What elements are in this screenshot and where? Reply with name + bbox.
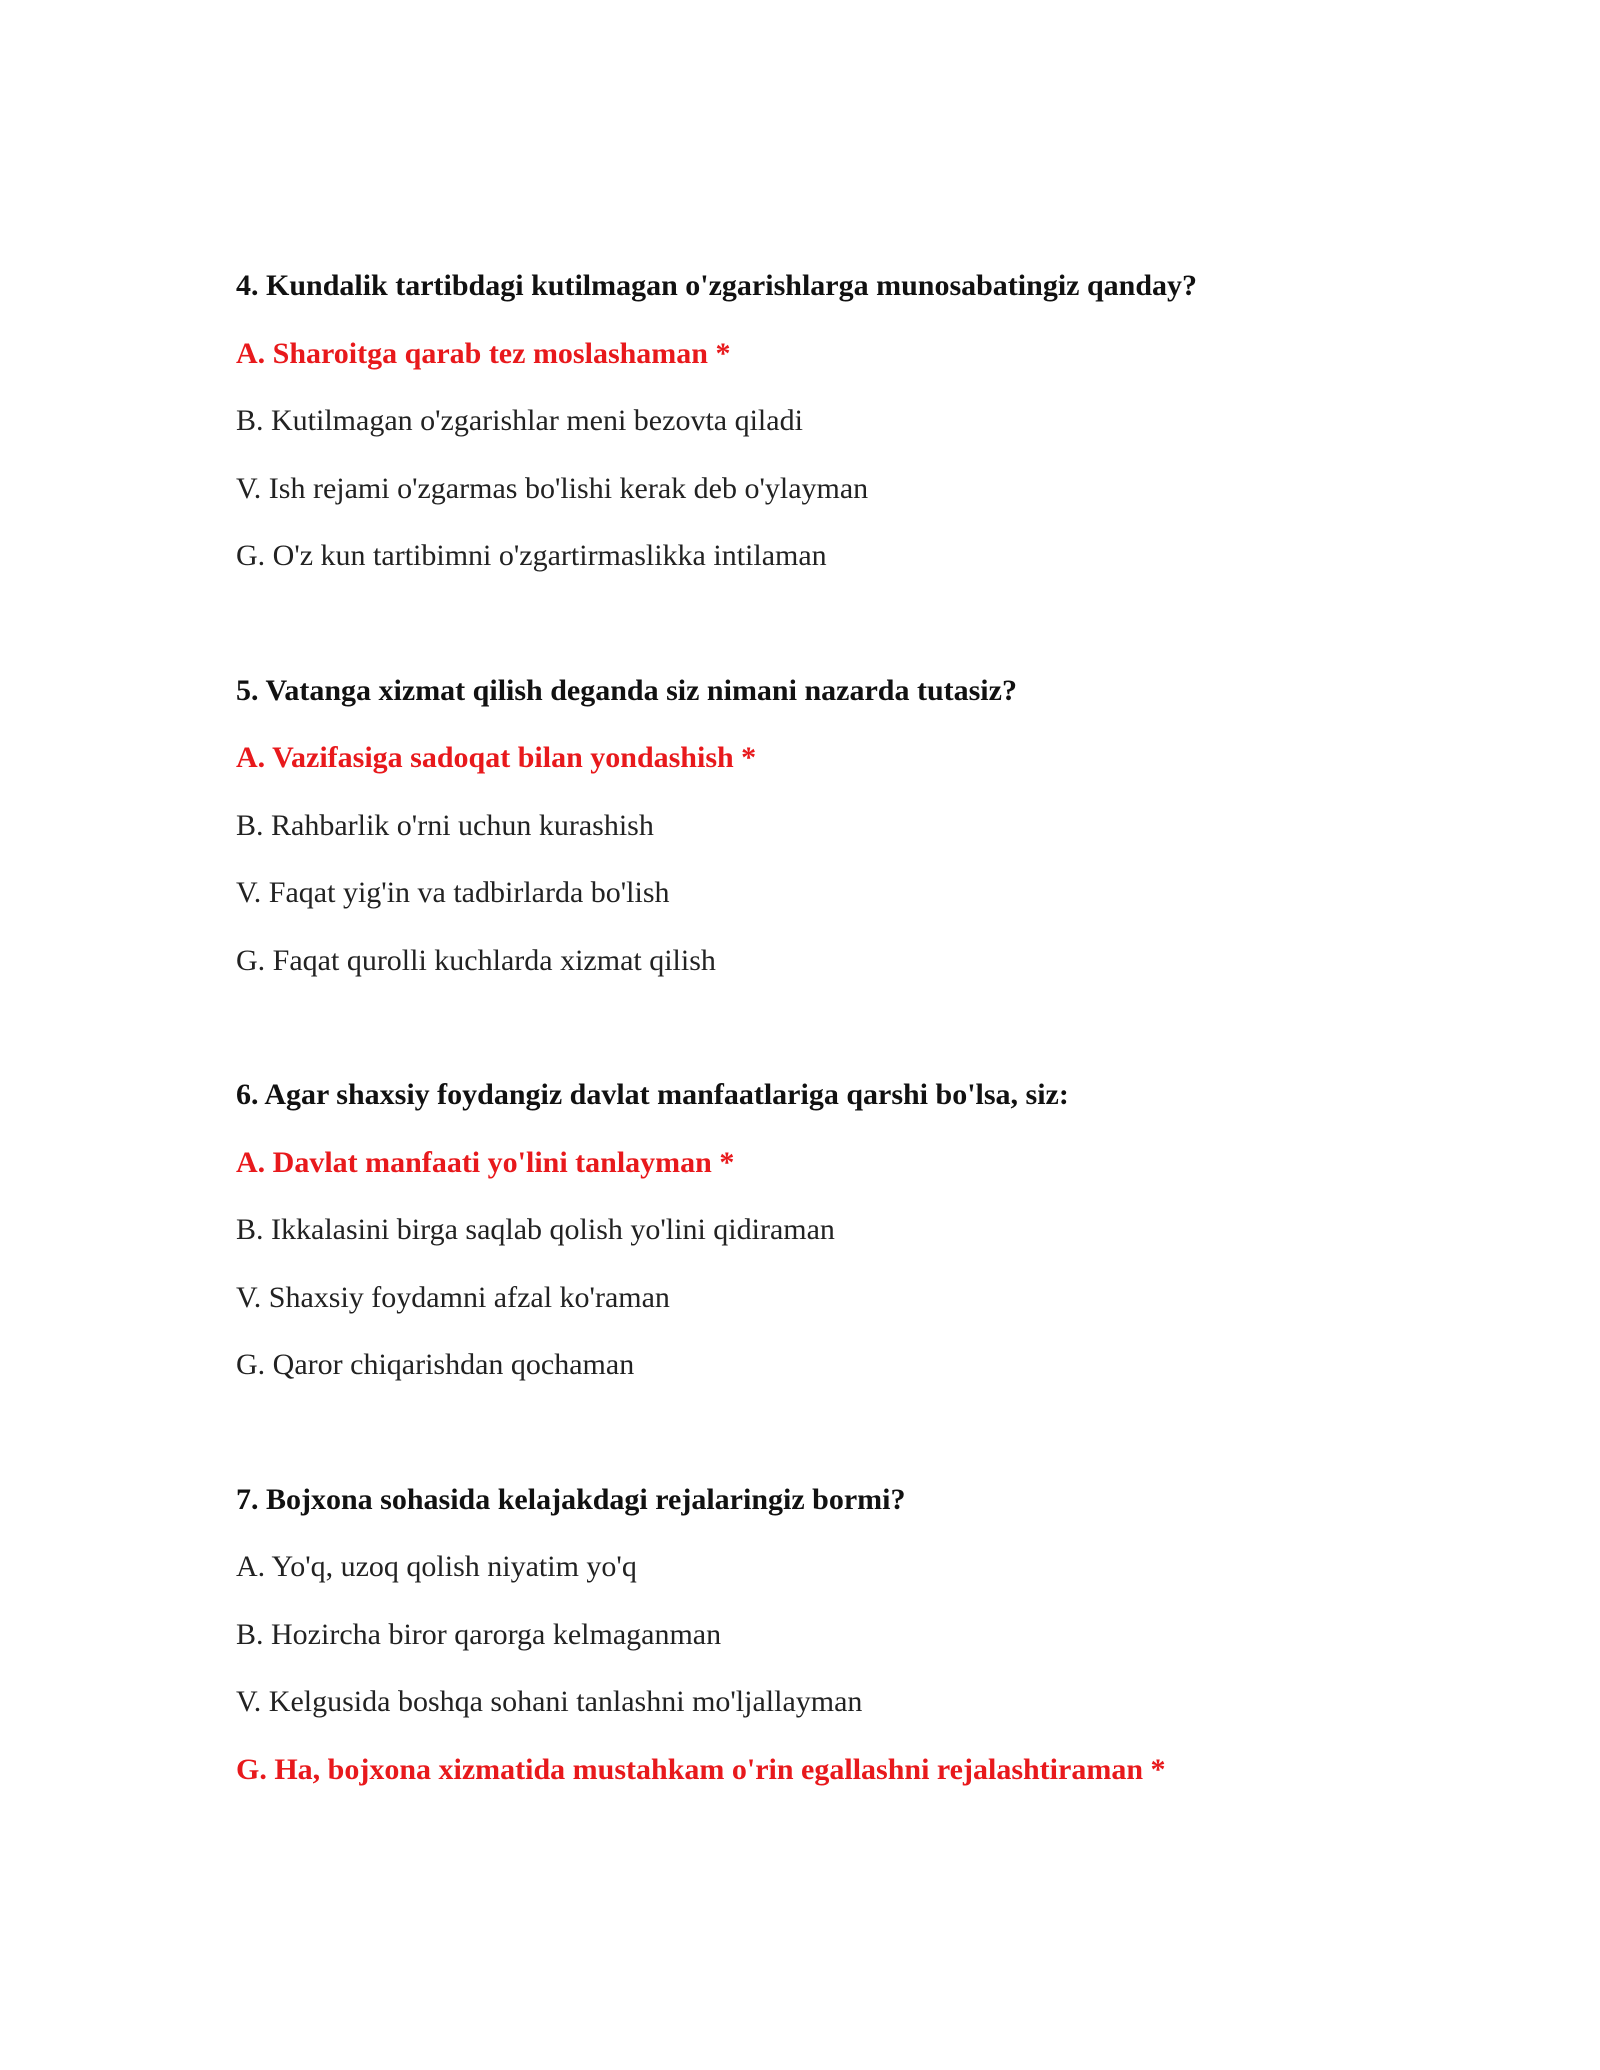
question-block-4 bbox=[236, 252, 1436, 590]
option-g: G. Qaror chiqarishdan qochaman bbox=[236, 1348, 635, 1381]
option-g: G. Ha, bojxona xizmatida mustahkam o'rin egallashni rejalashtiraman * bbox=[236, 1752, 1166, 1786]
option-v: V. Ish rejami o'zgarmas bo'lishi kerak deb o'ylayman bbox=[236, 471, 869, 505]
option-b: B. Rahbarlik o'rni uchun kurashish bbox=[236, 808, 654, 842]
option-v: V. Shaxsiy foydamni afzal ko'raman bbox=[236, 1280, 670, 1314]
option-a: A. Vazifasiga sadoqat bilan yondashish * bbox=[236, 741, 757, 774]
question-text: 6. Agar shaxsiy foydangiz davlat manfaatlariga qarshi bo'lsa, siz: bbox=[236, 1078, 1069, 1111]
option-b: B. Hozircha biror qarorga kelmaganman bbox=[236, 1617, 722, 1651]
option-g: G. O'z kun tartibimni o'zgartirmaslikka intilaman bbox=[236, 539, 827, 572]
option-g: G. Faqat qurolli kuchlarda xizmat qilish bbox=[236, 943, 716, 977]
question-block-5 bbox=[236, 657, 1436, 995]
option-a: A. Davlat manfaati yo'lini tanlayman * bbox=[236, 1145, 735, 1179]
option-v: V. Faqat yig'in va tadbirlarda bo'lish bbox=[236, 876, 670, 909]
option-b: B. Kutilmagan o'zgarishlar meni bezovta qiladi bbox=[236, 404, 803, 437]
question-text: 7. Bojxona sohasida kelajakdagi rejalaringiz bormi? bbox=[236, 1482, 906, 1516]
question-block-7 bbox=[236, 1466, 1436, 1804]
question-text: 5. Vatanga xizmat qilish deganda siz nimani nazarda tutasiz? bbox=[236, 673, 1017, 707]
option-a: A. Yo'q, uzoq qolish niyatim yo'q bbox=[236, 1550, 637, 1583]
option-a: A. Sharoitga qarab tez moslashaman * bbox=[236, 336, 731, 370]
question-text: 4. Kundalik tartibdagi kutilmagan o'zgarishlarga munosabatingiz qanday? bbox=[236, 269, 1198, 302]
quiz-content bbox=[236, 252, 1436, 1870]
question-block-6 bbox=[236, 1061, 1436, 1399]
option-b: B. Ikkalasini birga saqlab qolish yo'lini qidiraman bbox=[236, 1213, 835, 1246]
option-v: V. Kelgusida boshqa sohani tanlashni mo'ljallayman bbox=[236, 1685, 863, 1718]
